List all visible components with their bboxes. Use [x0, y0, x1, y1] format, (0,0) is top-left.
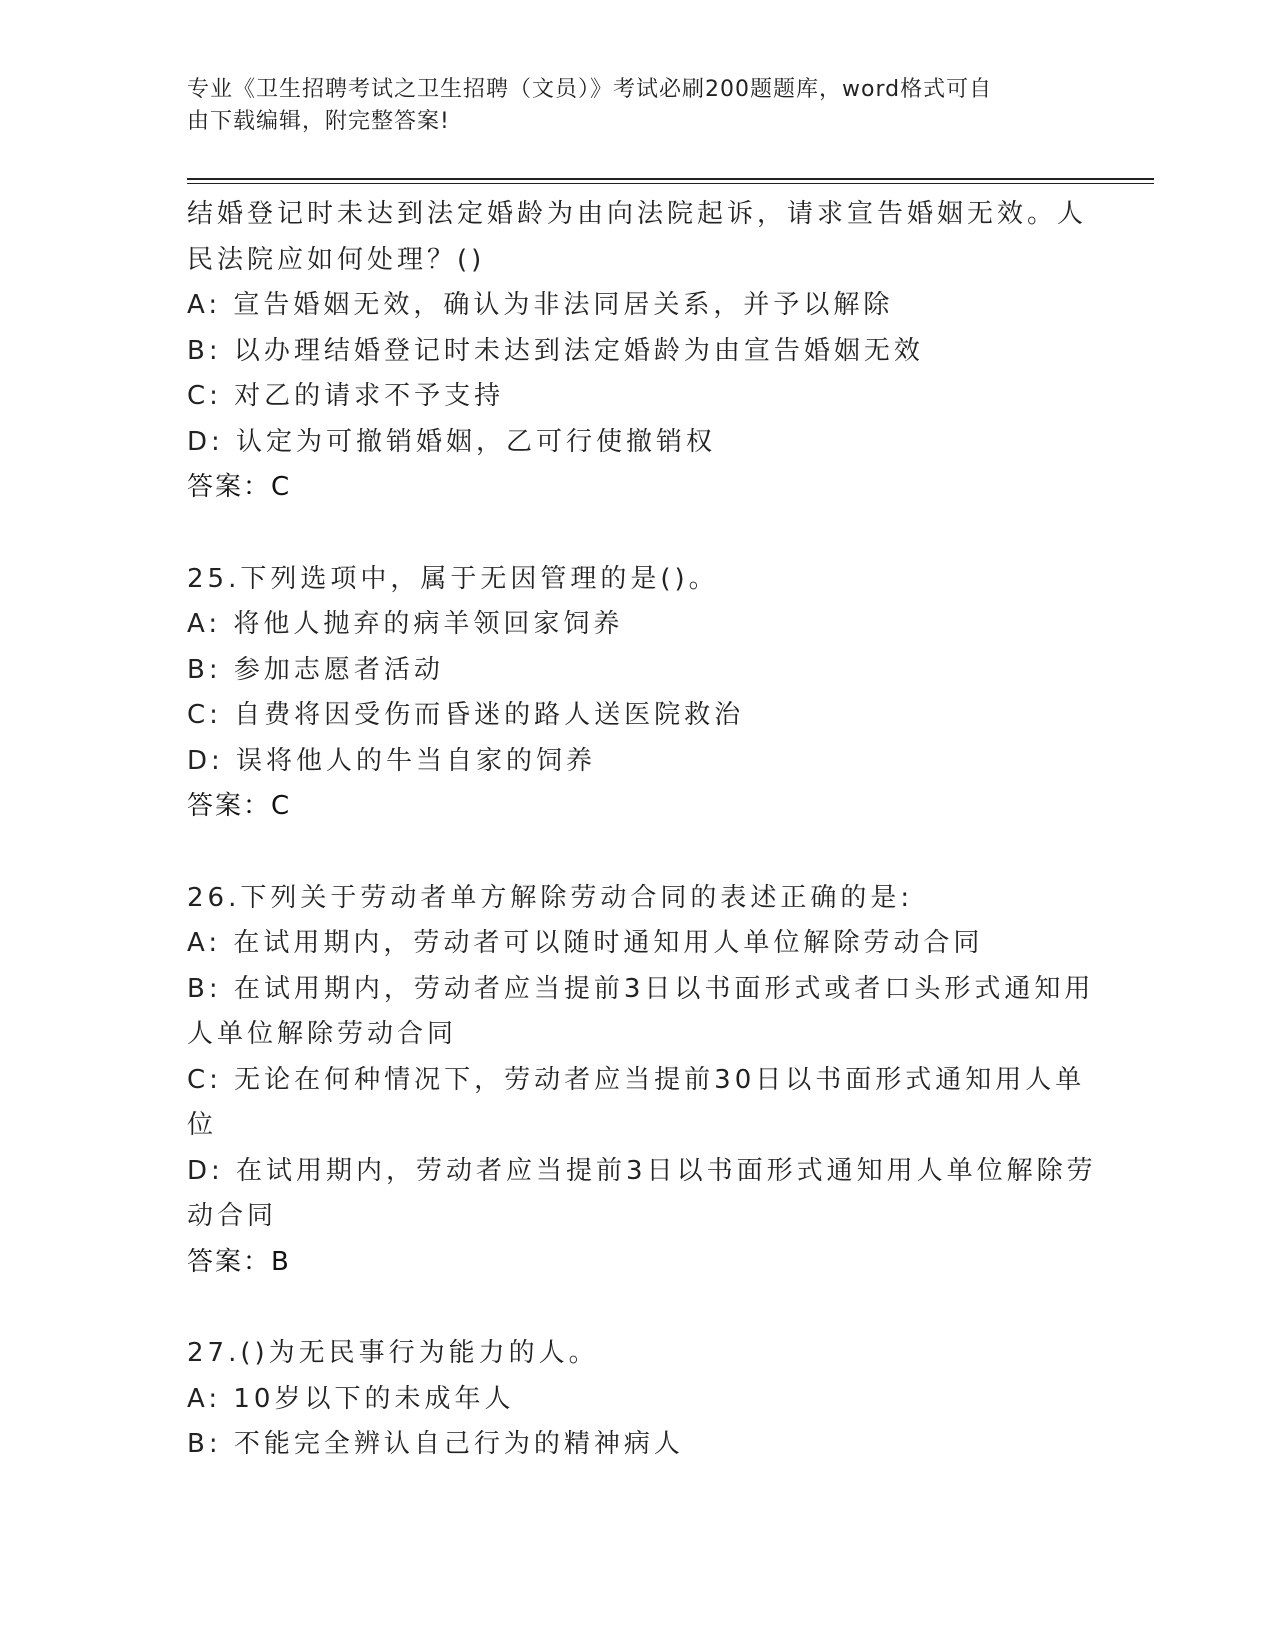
option-c: C: 自费将因受伤而昏迷的路人送医院救治	[187, 700, 745, 730]
header-divider-thick	[187, 178, 1154, 180]
option-a: A: 将他人抛弃的病羊领回家饲养	[187, 609, 624, 639]
option-c-continued: 位	[187, 1110, 218, 1140]
option-c: C: 无论在何种情况下，劳动者应当提前30日以书面形式通知用人单	[187, 1064, 1086, 1095]
document-header	[187, 74, 1087, 138]
answer-label: 答案：C	[187, 791, 292, 821]
question-stem: 民法院应如何处理？()	[187, 244, 486, 275]
option-d: D: 误将他人的牛当自家的饲养	[187, 745, 597, 776]
question-stem: 结婚登记时未达到法定婚龄为由向法院起诉，请求宣告婚姻无效。人	[187, 199, 1088, 229]
answer-label: 答案：C	[187, 472, 292, 502]
answer-label: 答案：B	[187, 1246, 291, 1277]
question-stem: 27.()为无民事行为能力的人。	[187, 1338, 599, 1368]
option-b: B: 以办理结婚登记时未达到法定婚龄为由宣告婚姻无效	[187, 335, 924, 366]
option-d-continued: 动合同	[187, 1201, 278, 1231]
header-line-2: 由下载编辑，附完整答案!	[187, 109, 450, 134]
option-b: B: 参加志愿者活动	[187, 654, 444, 685]
spacer	[187, 1285, 1067, 1331]
option-b-continued: 人单位解除劳动合同	[187, 1019, 458, 1049]
option-d: D: 认定为可撤销婚姻，乙可行使撤销权	[187, 426, 717, 457]
question-list	[187, 192, 1097, 1468]
option-a: A: 宣告婚姻无效，确认为非法同居关系，并予以解除	[187, 290, 894, 320]
option-d: D: 在试用期内，劳动者应当提前3日以书面形式通知用人单位解除劳	[187, 1155, 1097, 1186]
option-b: B: 不能完全辨认自己行为的精神病人	[187, 1429, 684, 1459]
spacer	[187, 830, 1067, 876]
option-b: B: 在试用期内，劳动者应当提前3日以书面形式或者口头形式通知用	[187, 973, 1095, 1004]
question-25	[187, 557, 1067, 830]
question-stem: 26.下列关于劳动者单方解除劳动合同的表述正确的是:	[187, 882, 914, 913]
question-stem: 25.下列选项中，属于无因管理的是()。	[187, 563, 719, 594]
question-24	[187, 192, 1088, 511]
question-26	[187, 876, 1097, 1286]
option-c: C: 对乙的请求不予支持	[187, 381, 505, 411]
question-27	[187, 1331, 1067, 1468]
option-a: A: 10岁以下的未成年人	[187, 1383, 515, 1414]
spacer	[187, 511, 1067, 557]
option-a: A: 在试用期内，劳动者可以随时通知用人单位解除劳动合同	[187, 928, 984, 958]
header-divider-thin	[187, 183, 1154, 184]
header-line-1: 专业《卫生招聘考试之卫生招聘（文员）》考试必刷200题题库，word格式可自	[187, 77, 993, 102]
